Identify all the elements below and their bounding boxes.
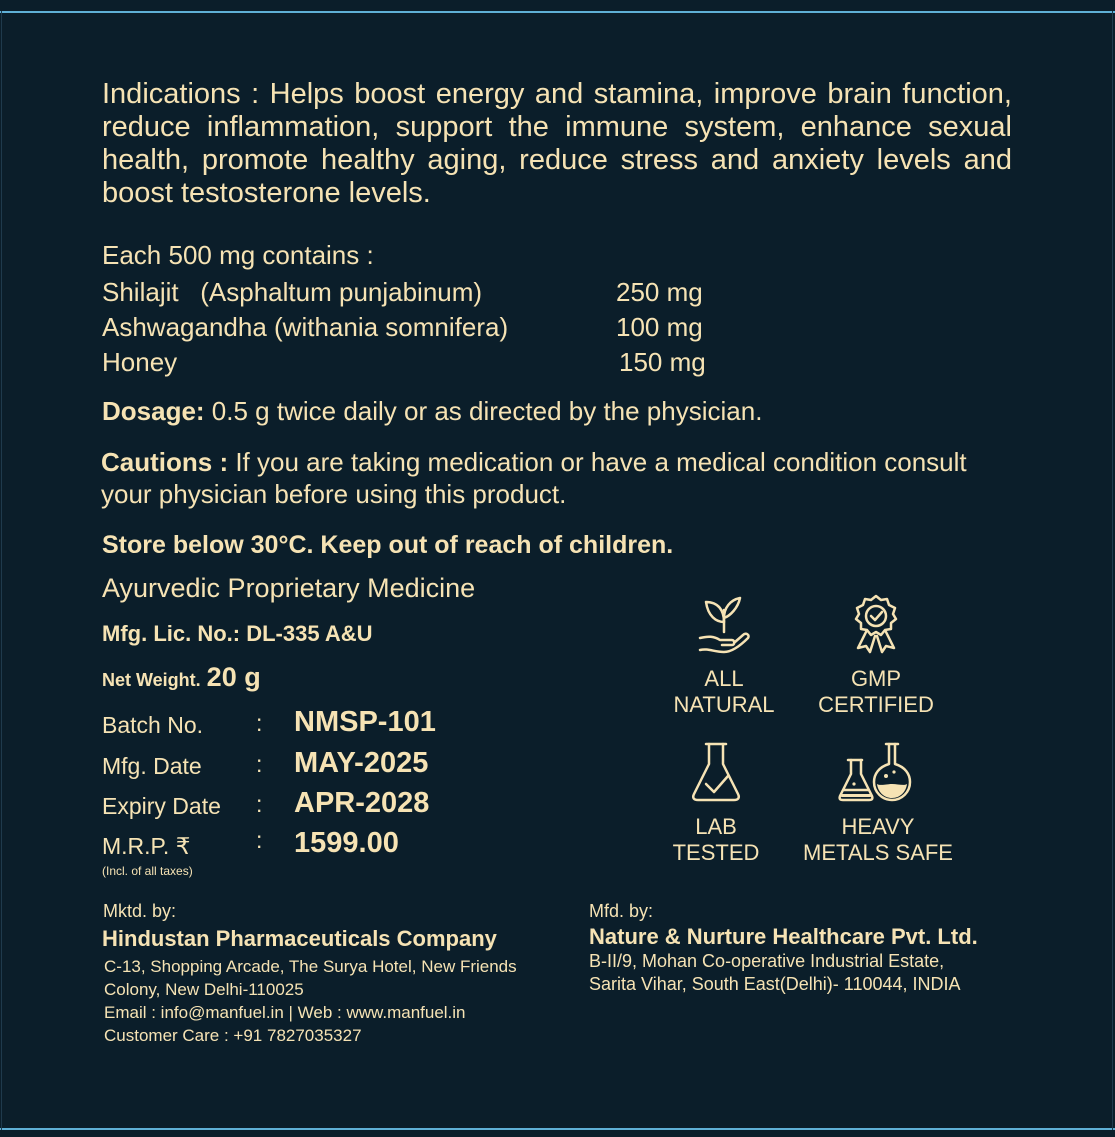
storage-text: Store below 30°C. Keep out of reach of children. — [102, 531, 674, 559]
batch-label: Batch No. — [102, 712, 203, 738]
mrp-row — [102, 827, 522, 861]
badge-label: ALL NATURAL — [673, 666, 775, 717]
composition-heading: Each 500 mg contains : — [102, 240, 374, 270]
dosage-label: Dosage: — [102, 396, 205, 426]
expiry-date-row — [102, 787, 522, 821]
net-weight-value: 20 g — [206, 662, 261, 692]
manufacturer-address-line: Sarita Vihar, South East(Delhi)- 110044, INDIA — [589, 974, 961, 994]
ingredient-qty: 150 mg — [619, 347, 706, 377]
marketer-name: Hindustan Pharmaceuticals Company — [102, 926, 497, 951]
ingredient-row — [102, 312, 722, 346]
ingredient-qty: 250 mg — [616, 277, 703, 307]
ingredient-row — [102, 347, 722, 381]
leaf-hand-icon — [694, 592, 754, 656]
manufacturer-heading: Mfd. by: — [589, 901, 654, 921]
dosage-text — [102, 396, 762, 427]
colon: : — [256, 751, 263, 777]
flask-check-icon — [686, 740, 746, 804]
marketer-address-line: Colony, New Delhi-110025 — [104, 980, 304, 999]
marketer-contact-line: Email : info@manfuel.in | Web : www.manfuel.in — [104, 1003, 466, 1022]
marketer-customer-care: Customer Care : +91 7827035327 — [104, 1026, 362, 1045]
ingredient-name: Honey — [102, 347, 178, 377]
manufacturer-address-line: B-II/9, Mohan Co-operative Industrial Estate, — [589, 951, 945, 971]
badge-label: LAB TESTED — [672, 814, 760, 865]
mfg-date-label: Mfg. Date — [102, 753, 202, 779]
indications-text: Indications : Helps boost energy and stamina, improve brain function, reduce inflammation, support the immune system, enhance sexual health, promote healthy aging, reduce stress and anxiety levels and boost testosterone levels. — [102, 78, 1012, 209]
cautions-value: If you are taking medication or have a medical condition consult your physician before using this product. — [101, 447, 967, 509]
ingredient-name: Shilajit (Asphaltum punjabinum) — [102, 277, 483, 307]
top-border — [0, 11, 1115, 13]
bottom-border — [0, 1128, 1115, 1130]
marketer-heading: Mktd. by: — [103, 901, 177, 921]
marketer-address-line: C-13, Shopping Arcade, The Surya Hotel, New Friends — [104, 957, 517, 976]
ingredient-row — [102, 277, 722, 311]
expiry-date-value: APR-2028 — [294, 787, 430, 819]
manufacturer-name: Nature & Nurture Healthcare Pvt. Ltd. — [589, 924, 978, 949]
badge-all-natural — [649, 592, 799, 718]
mrp-tax-note: (Incl. of all taxes) — [102, 864, 193, 878]
batch-value: NMSP-101 — [294, 706, 436, 738]
left-border — [1, 11, 2, 1130]
dosage-value: 0.5 g twice daily or as directed by the physician. — [204, 396, 763, 426]
mfg-date-row — [102, 747, 522, 781]
product-category: Ayurvedic Proprietary Medicine — [102, 573, 476, 603]
cautions-text — [101, 446, 981, 510]
badge-label: GMP CERTIFIED — [818, 666, 934, 717]
expiry-date-label: Expiry Date — [102, 793, 221, 819]
mrp-value: 1599.00 — [294, 827, 399, 859]
badge-gmp-certified — [801, 592, 951, 718]
cautions-label: Cautions : — [101, 447, 229, 477]
right-border — [1112, 11, 1113, 1130]
batch-row — [102, 706, 522, 740]
net-weight — [102, 662, 261, 693]
net-weight-label: Net Weight. — [102, 670, 201, 690]
mrp-label: M.R.P. ₹ — [102, 833, 191, 859]
badge-heavy-metals-safe — [803, 740, 953, 866]
ingredient-qty: 100 mg — [616, 312, 703, 342]
license-number: Mfg. Lic. No.: DL-335 A&U — [102, 621, 373, 646]
mfg-date-value: MAY-2025 — [294, 747, 429, 779]
colon: : — [256, 791, 263, 817]
award-ribbon-icon — [846, 592, 906, 656]
colon: : — [256, 710, 263, 736]
flasks-icon — [836, 740, 920, 804]
badge-lab-tested — [641, 740, 791, 866]
ingredient-name: Ashwagandha (withania somnifera) — [102, 312, 509, 342]
colon: : — [256, 827, 263, 853]
badge-label: HEAVY METALS SAFE — [803, 814, 953, 865]
